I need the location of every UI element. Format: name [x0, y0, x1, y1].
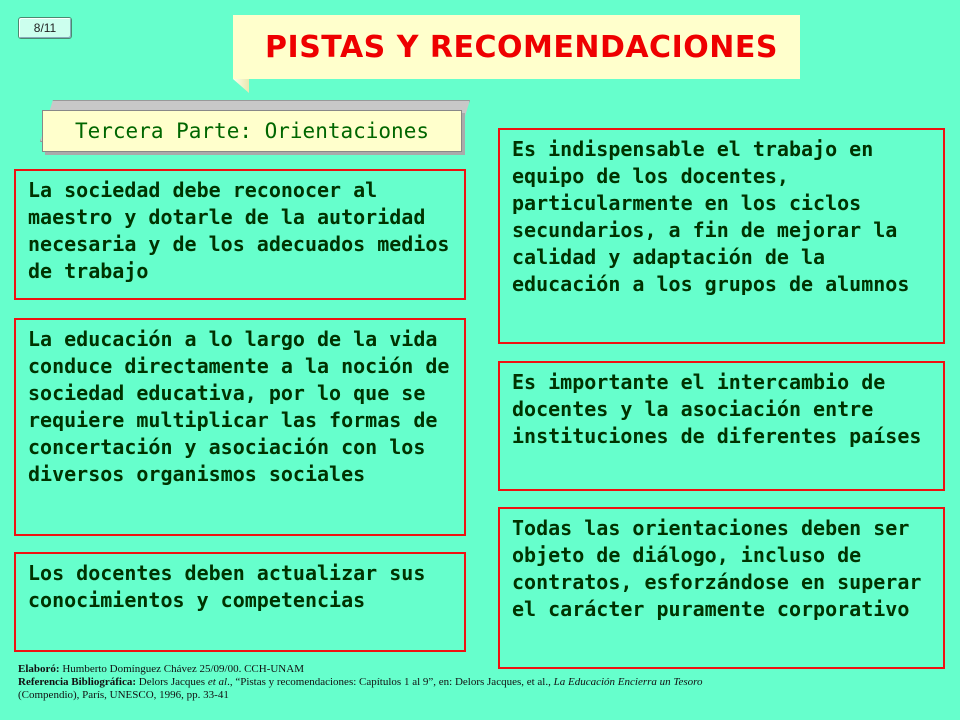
subtitle-banner — [40, 100, 468, 154]
author-line — [18, 663, 918, 676]
orientation-box-1: La sociedad debe reconocer al maestro y dotarle de la autoridad necesaria y de los adecuados medios de trabajo — [14, 169, 466, 300]
reference-etal: et al — [207, 676, 228, 688]
reference-book-title: La Educación Encierra un Tesoro — [553, 676, 703, 688]
author-value: Humberto Domínguez Chávez 25/09/00. CCH-UNAM — [59, 663, 304, 675]
footer-credits — [18, 663, 918, 702]
title-banner-face — [233, 15, 800, 79]
page-title: PISTAS Y RECOMENDACIONES — [265, 29, 778, 65]
orientation-box-5: Es importante el intercambio de docentes y la asociación entre instituciones de diferentes países — [498, 361, 945, 491]
reference-text-1: Delors Jacques — [136, 676, 208, 688]
orientation-box-2: La educación a lo largo de la vida conduce directamente a la noción de sociedad educativa, por lo que se requiere multiplicar las formas de concertación y asociación con los diversos organismos sociales — [14, 318, 466, 536]
page-number-badge: 8/11 — [18, 17, 72, 39]
reference-text-2: ., “Pistas y recomendaciones: Capítulos 1 al 9”, en: Delors Jacques, et al., — [227, 676, 554, 688]
subtitle-banner-face — [42, 110, 462, 152]
title-banner — [233, 15, 800, 93]
reference-line-2: (Compendio), París, UNESCO, 1996, pp. 33-41 — [18, 689, 229, 701]
reference-line — [18, 676, 918, 689]
orientation-box-6: Todas las orientaciones deben ser objeto de diálogo, incluso de contratos, esforzándose en superar el carácter puramente corporativo — [498, 507, 945, 669]
author-label: Elaboró: — [18, 663, 60, 675]
section-subtitle: Tercera Parte: Orientaciones — [74, 119, 429, 143]
orientation-box-4: Es indispensable el trabajo en equipo de los docentes, particularmente en los ciclos secundarios, a fin de mejorar la calidad y adaptación de la educación a los grupos de alumnos — [498, 128, 945, 344]
orientation-box-3: Los docentes deben actualizar sus conocimientos y competencias — [14, 552, 466, 652]
reference-label: Referencia Bibliográfica: — [18, 676, 137, 688]
